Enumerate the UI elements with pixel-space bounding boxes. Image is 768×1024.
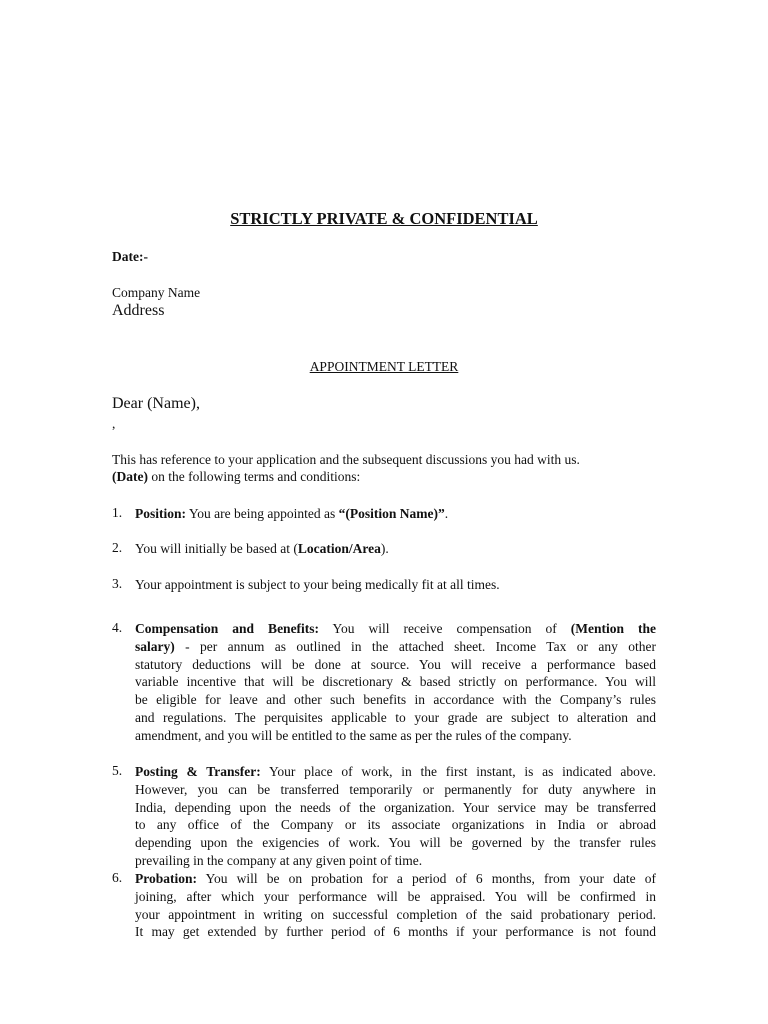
item-text: joining, after which your performance will be appraised. You will be confirmed in	[135, 888, 656, 904]
item-text: be eligible for leave and other such benefits in accordance with the Company’s rules	[135, 692, 656, 708]
list-item-location	[135, 540, 656, 558]
salary-placeholder: salary)	[135, 638, 175, 654]
item-text: depending upon the exigencies of work. You will be governed by the transfer rules	[135, 835, 656, 851]
item-label: Probation:	[135, 871, 198, 886]
item-text: amendment, and you will be entitled to the same as per the rules of the company.	[135, 727, 572, 743]
item-number: 2.	[112, 540, 123, 555]
salutation: Dear (Name),	[112, 395, 200, 412]
date-label: Date:-	[112, 249, 148, 264]
item-text: statutory deductions will be done at source. You will receive a performance based	[135, 656, 656, 672]
item-label: Posting & Transfer:	[135, 764, 261, 779]
item-text: You will receive compensation of	[319, 621, 571, 636]
item-text: variable incentive that will be discretionary & based strictly on performance. You will	[135, 674, 656, 690]
intro-line-2-text: on the following terms and conditions:	[147, 469, 361, 484]
list-item-position	[135, 505, 656, 523]
item-text: You are being appointed as	[186, 506, 339, 521]
item-text: It may get extended by further period of 6 months if your performance is not found	[135, 924, 656, 940]
item-text: However, you can be transferred temporarily or permanently for duty anywhere in	[135, 781, 656, 797]
list-item-posting-transfer	[135, 763, 656, 870]
item-text: ).	[380, 541, 389, 556]
item-text: your appointment in writing on successful completion of the said probationary period.	[135, 906, 656, 922]
location-placeholder: Location/Area	[297, 541, 381, 556]
item-number: 1.	[112, 505, 123, 520]
intro-line-2	[112, 469, 360, 485]
item-number: 6.	[112, 870, 123, 885]
salary-placeholder: (Mention the	[570, 621, 656, 636]
letter-subtitle: APPOINTMENT LETTER	[309, 359, 459, 374]
item-text: India, depending upon the needs of the organization. Your service may be transferred	[135, 799, 656, 815]
item-number: 4.	[112, 620, 123, 635]
item-number: 3.	[112, 576, 123, 591]
intro-line-1: This has reference to your application and the subsequent discussions you had with us.	[112, 452, 580, 467]
item-text: prevailing in the company at any given point of time.	[135, 852, 423, 868]
item-text: You will be on probation for a period of 6 months, from your date of	[197, 871, 656, 886]
item-number: 5.	[112, 763, 123, 778]
item-text: to any office of the Company or its associate organizations in India or abroad	[135, 817, 656, 833]
list-item-compensation	[135, 620, 656, 745]
position-name-placeholder: “(Position Name)”	[338, 506, 445, 521]
list-item-probation	[135, 870, 656, 941]
item-text: .	[444, 506, 449, 521]
item-label: Position:	[135, 506, 187, 521]
item-label: Compensation and Benefits:	[135, 621, 320, 636]
list-item-medical: Your appointment is subject to your being medically fit at all times.	[135, 577, 500, 592]
item-text: - per annum as outlined in the attached sheet. Income Tax or any other	[174, 638, 656, 654]
stray-mark: ,	[112, 416, 116, 431]
company-name: Company Name	[112, 285, 201, 300]
item-text: Your place of work, in the first instant, is as indicated above.	[260, 764, 656, 779]
item-text: and regulations. The perquisites applicable to your grade are subject to alteration and	[135, 709, 656, 725]
intro-date-placeholder: (Date)	[112, 469, 148, 484]
address: Address	[112, 302, 165, 319]
item-text: You will initially be based at (	[135, 541, 298, 556]
document-title: STRICTLY PRIVATE & CONFIDENTIAL	[230, 209, 538, 228]
